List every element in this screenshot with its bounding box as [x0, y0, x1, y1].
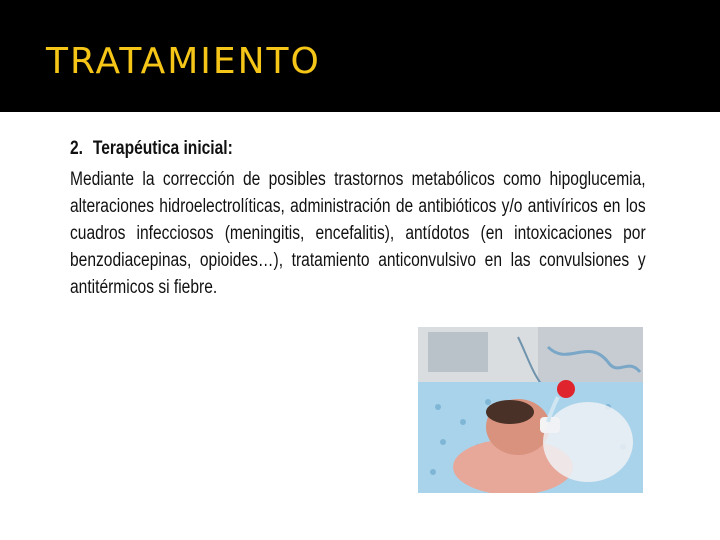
photo-equipment — [538, 327, 643, 382]
newborn-photo-illustration — [418, 327, 643, 493]
photo-equipment — [428, 332, 488, 372]
photo-baby-hair — [486, 400, 534, 424]
photo-red-connector — [557, 380, 575, 398]
slide-title: TRATAMIENTO — [46, 41, 321, 82]
section-heading-text: Terapéutica inicial: — [92, 138, 233, 159]
slide-content — [70, 138, 646, 301]
newborn-photo — [418, 327, 643, 493]
section-number: 2. — [70, 138, 84, 159]
photo-plastic-wrap — [543, 402, 633, 482]
title-bar — [0, 0, 720, 112]
section-paragraph: Mediante la corrección de posibles trastornos metabólicos como hipoglucemia, alteraciones hidroelectrolíticas, administración de antibióticos y/o antivíricos en los cuadros infecciosos (meningitis, encefalitis), antídotos (en intoxicaciones por benzodiacepinas, opioides…), tratamiento anticonvulsivo en las convulsiones y antitérmicos si fiebre. — [70, 169, 646, 298]
section-heading — [70, 138, 542, 160]
